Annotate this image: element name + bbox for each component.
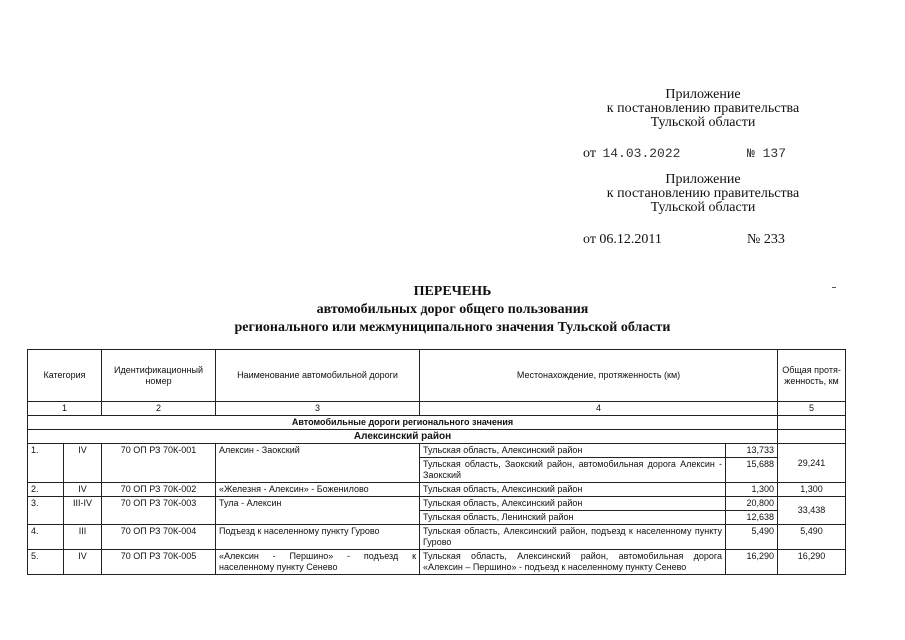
row-length: 15,688: [726, 458, 778, 483]
roads-table: [27, 349, 846, 575]
table-row: [28, 444, 846, 458]
row-name: Подъезд к населенному пункту Гурово: [216, 525, 420, 550]
row-number: 1.: [28, 444, 64, 483]
table-row: [28, 550, 846, 575]
row-name: Тула - Алексин: [216, 497, 420, 525]
row-id: 70 ОП РЗ 70К-005: [102, 550, 216, 575]
row-category: IV: [64, 444, 102, 483]
table-row: [28, 483, 846, 497]
row-length: 20,800: [726, 497, 778, 511]
row-category: IV: [64, 550, 102, 575]
document-date: 14.03.2022: [602, 146, 681, 161]
table-header-row: [28, 350, 846, 402]
header-category: Категория: [28, 350, 102, 402]
district-row: [28, 430, 846, 444]
row-length: 1,300: [726, 483, 778, 497]
row-location: Тульская область, Алексинский район: [420, 497, 726, 511]
column-number-row: [28, 402, 846, 416]
row-id: 70 ОП РЗ 70К-001: [102, 444, 216, 483]
region-label: Тульской области: [650, 115, 756, 130]
document-title: [0, 283, 905, 337]
col-number: 4: [420, 402, 778, 416]
section-title: Автомобильные дороги регионального значения: [28, 416, 778, 430]
row-length: 16,290: [726, 550, 778, 575]
row-location: Тульская область, Алексинский район: [420, 444, 726, 458]
col-number: 1: [28, 402, 102, 416]
region-label: Тульской области: [650, 200, 756, 215]
date-prefix: от: [583, 146, 596, 161]
appendix-label: Приложение: [665, 87, 741, 102]
date-line-2: от 06.12.2011: [583, 232, 662, 247]
row-name: «Железня - Алексин» - Боженилово: [216, 483, 420, 497]
document-number: № 137: [747, 146, 787, 161]
row-category: III-IV: [64, 497, 102, 525]
appendix-header-2: [586, 173, 820, 215]
document-number-1: [747, 146, 786, 162]
table-row: [28, 525, 846, 550]
row-total: 5,490: [778, 525, 846, 550]
title-line-1: ПЕРЕЧЕНЬ: [413, 284, 492, 299]
row-total: 1,300: [778, 483, 846, 497]
appendix-label: Приложение: [665, 172, 741, 187]
row-length: 5,490: [726, 525, 778, 550]
row-location: Тульская область, Алексинский район, подъезд к населенному пункту Гурово: [420, 525, 726, 550]
title-line-2: автомобильных дорог общего пользования: [316, 302, 589, 317]
row-number: 3.: [28, 497, 64, 525]
row-location: Тульская область, Ленинский район: [420, 511, 726, 525]
row-total: 16,290: [778, 550, 846, 575]
header-name: Наименование автомобильной дороги: [216, 350, 420, 402]
row-category: IV: [64, 483, 102, 497]
document-number-2: № 233: [747, 232, 785, 247]
col-number: 2: [102, 402, 216, 416]
row-length: 13,733: [726, 444, 778, 458]
row-id: 70 ОП РЗ 70К-002: [102, 483, 216, 497]
row-category: III: [64, 525, 102, 550]
row-length: 12,638: [726, 511, 778, 525]
row-location: Тульская область, Алексинский район: [420, 483, 726, 497]
table-row: [28, 497, 846, 511]
title-line-3: регионального или межмуниципального значения Тульской области: [234, 320, 671, 335]
row-number: 4.: [28, 525, 64, 550]
row-location: Тульская область, Алексинский район, автомобильная дорога «Алексин – Першино» - подъезд к населенному пункту Сенево: [420, 550, 726, 575]
appendix-header-1: [586, 88, 820, 130]
col-number: 3: [216, 402, 420, 416]
row-total: 33,438: [778, 497, 846, 525]
row-id: 70 ОП РЗ 70К-004: [102, 525, 216, 550]
resolution-label: к постановлению правительства: [606, 186, 800, 201]
resolution-label: к постановлению правительства: [606, 101, 800, 116]
row-id: 70 ОП РЗ 70К-003: [102, 497, 216, 525]
date-line-1: [583, 146, 680, 162]
row-total: 29,241: [778, 444, 846, 483]
header-total: Общая протя-женность, км: [778, 350, 846, 402]
row-name: Алексин - Заокский: [216, 444, 420, 483]
col-number: 5: [778, 402, 846, 416]
header-location: Местонахождение, протяженность (км): [420, 350, 778, 402]
section-row: [28, 416, 846, 430]
row-number: 2.: [28, 483, 64, 497]
row-number: 5.: [28, 550, 64, 575]
district-title: Алексинский район: [28, 430, 778, 444]
row-name: «Алексин - Першино» - подъезд к населенному пункту Сенево: [216, 550, 420, 575]
row-location: Тульская область, Заокский район, автомобильная дорога Алексин - Заокский: [420, 458, 726, 483]
header-id: Идентификационный номер: [102, 350, 216, 402]
